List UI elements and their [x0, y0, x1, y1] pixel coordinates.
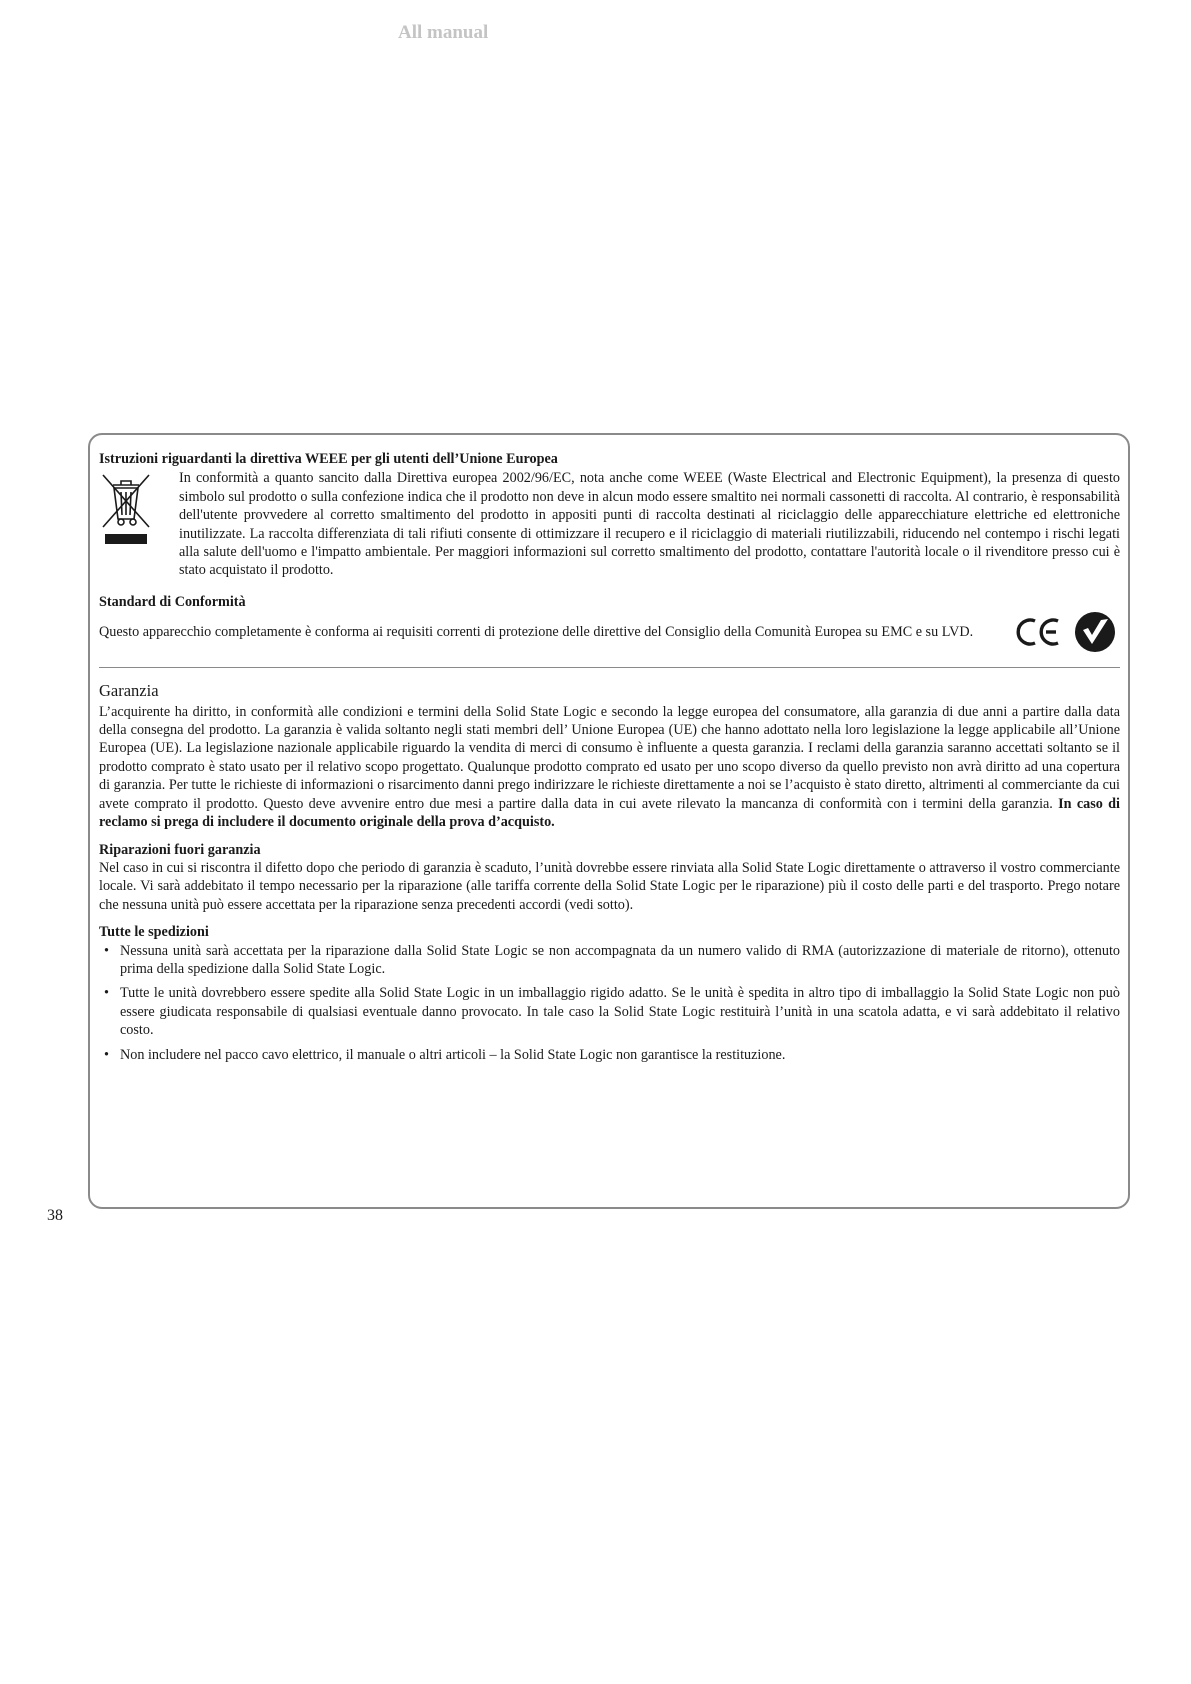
conformity-heading: Standard di Conformità — [99, 593, 246, 610]
warranty-bold-note: In caso di reclamo si prega di includere il documento originale della prova d’acquisto. — [99, 795, 1120, 831]
list-item-text: Nessuna unità sarà accettata per la riparazione dalla Solid State Logic se non accompagnata da un numero valido di RMA (autorizzazione di materiale de ritorno), ottenuto prima della spedizione dalla Solid State Logic. — [120, 942, 1120, 977]
bullet-icon: • — [104, 942, 109, 959]
crossed-out-wheelie-bin-icon — [99, 471, 153, 547]
conformity-text: Questo apparecchio completamente è conforma ai requisiti correnti di protezione delle direttive del Consiglio della Comunità Europea su EMC e su LVD. — [99, 624, 974, 641]
weee-section — [99, 469, 1120, 579]
certification-marks — [1016, 611, 1116, 653]
conformity-section — [99, 611, 1120, 653]
ce-mark-icon — [1016, 617, 1062, 647]
shipments-list — [99, 942, 1120, 1064]
weee-text: In conformità a quanto sancito dalla Direttiva europea 2002/96/EC, nota anche come WEEE (Waste Electrical and Electronic Equipment), la presenza di questo simbolo sul prodotto o sulla confezione indica che il prodotto non deve in alcun modo essere smaltito nei normali cassonetti di raccolta. Al contrario, è responsabilità dell'utente provvedere al corretto smaltimento del prodotto in appositi punti di raccolta destinati al riciclaggio delle apparecchiature elettriche ed elettroniche inutilizzate. La raccolta differenziata di tali rifiuti consente di ottimizzare il recupero e il riciclaggio di materiali riutilizzabili, riducendo nel contempo i rischi legati alla salute dell'uomo e l'impatto ambientale. Per maggiori informazioni sul corretto smaltimento del prodotto, contattare l'autorità locale o il rivenditore presso cui è stato acquistato il prodotto. — [179, 470, 1120, 579]
warranty-body: L’acquirente ha diritto, in conformità alle condizioni e termini della Solid State Logic e secondo la legge europea del consumatore, alla garanzia di due anni a partire dalla data della consegna del prodotto. La garanzia è valida soltanto negli stati membri dell’ Unione Europea (UE) che hanno adottato nella loro legislazione la legge applicabile all’Unione Europea (UE). La legislazione nazionale applicabile riguardo la vendita di merci di consumo è influente a questa garanzia. I reclami della garanzia saranno accettati soltanto se il prodotto comprato è stato usato per il relativo scopo progettato. Qualunque prodotto comprato ed usato per uno scopo diverso da quello previsto non avrà diritto ad una copertura di garanzia. Per tutte le richieste di informazioni o risarcimento danni prego indirizzare le richieste direttamente a noi se l’acquisto è stato diretto, altrimenti al commerciante da cui avete comprato il prodotto. Questo deve avvenire entro due mesi a partire dalla data in cui avete rilevato la mancanza di conformità con i termini della garanzia. — [99, 703, 1120, 812]
repairs-heading: Riparazioni fuori garanzia — [99, 841, 261, 858]
shipments-heading: Tutte le spedizioni — [99, 924, 209, 941]
list-item-text: Tutte le unità dovrebbero essere spedite alla Solid State Logic in un imballaggio rigido adatto. Se le unità è spedita in altro tipo di imballaggio la Solid State Logic non può essere giudicata responsabile di qualsiasi eventuale danno provocato. In tale caso la Solid State Logic restituirà l’unità in una scatola adatta, e vi sarà addebitato il relativo costo. — [120, 985, 1120, 1039]
page-number: 38 — [47, 1207, 63, 1224]
list-item — [99, 984, 1120, 1039]
section-divider — [99, 667, 1120, 668]
list-item — [99, 1046, 1120, 1064]
list-item-text: Non includere nel pacco cavo elettrico, il manuale o altri articoli – la Solid State Logic non garantisce la restituzione. — [120, 1046, 786, 1063]
bullet-icon: • — [104, 1046, 109, 1063]
weee-heading: Istruzioni riguardanti la direttiva WEEE per gli utenti dell’Unione Europea — [99, 451, 558, 467]
warranty-text — [99, 703, 1120, 832]
c-tick-mark-icon — [1074, 611, 1116, 653]
list-item — [99, 942, 1120, 979]
page-content — [99, 450, 1120, 1070]
watermark-text: All manual — [398, 22, 489, 43]
warranty-title: Garanzia — [99, 681, 159, 701]
repairs-text: Nel caso in cui si riscontra il difetto dopo che periodo di garanzia è scaduto, l’unità dovrebbe essere rinviata alla Solid State Logic direttamente o attraverso il vostro commerciante locale. Vi sarà addebitato il tempo necessario per la riparazione (alle tariffa corrente della Solid State Logic per le riparazione) più il costo delle parti e del trasporto. Prego notare che nessuna unità può essere accettata per la riparazione senza precedenti accordi (vedi sotto). — [99, 859, 1120, 913]
bullet-icon: • — [104, 985, 109, 1002]
